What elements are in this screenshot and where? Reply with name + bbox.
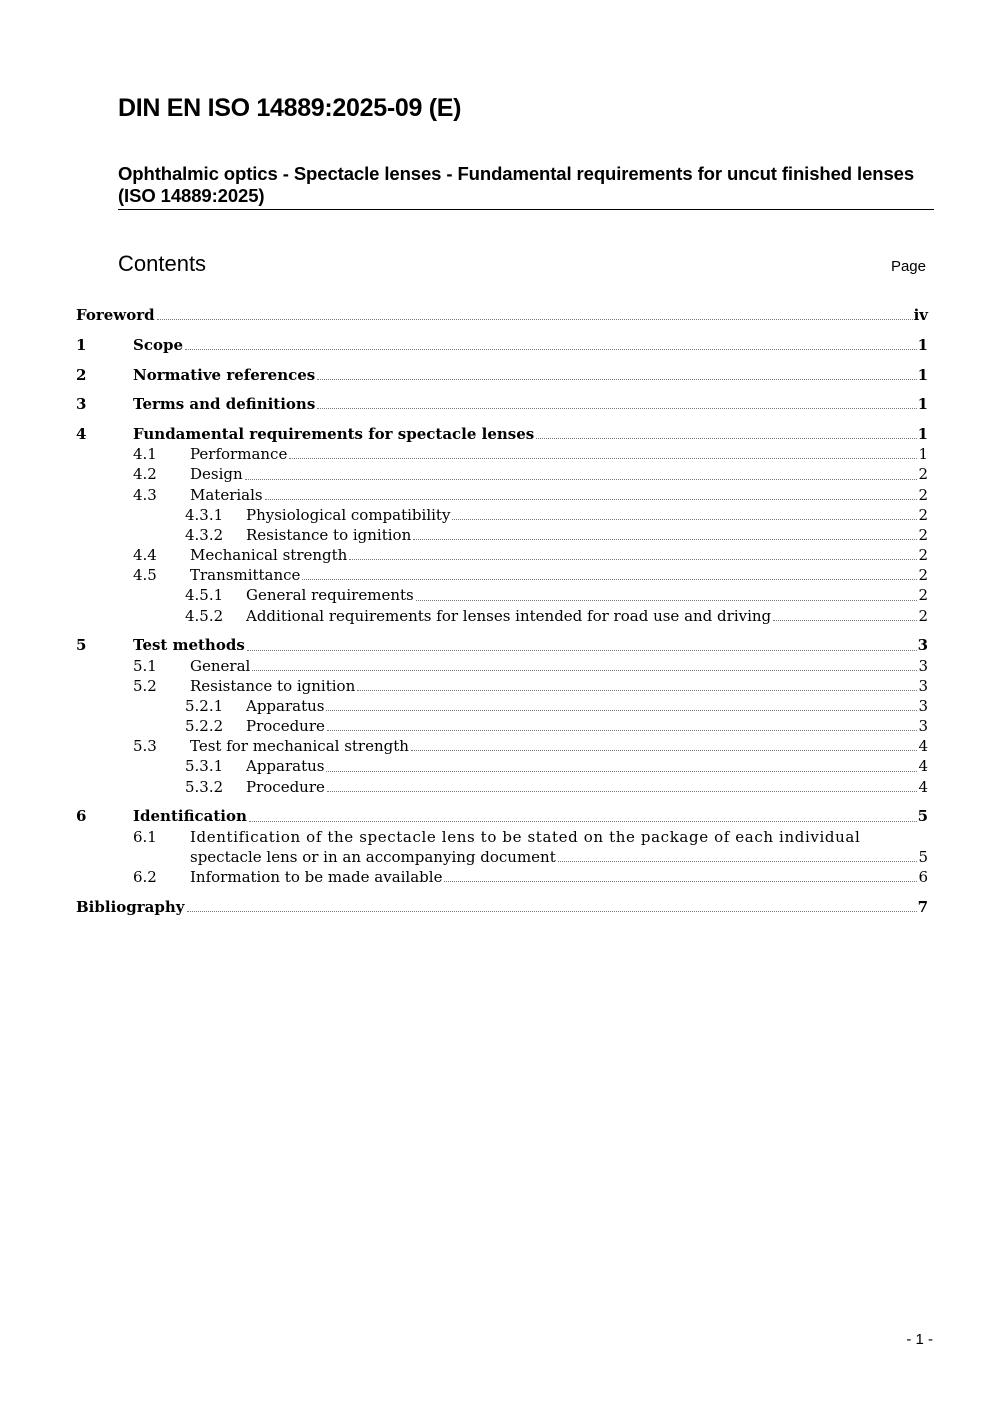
toc-page: 5 [918, 847, 928, 866]
standard-id-heading: DIN EN ISO 14889:2025-09 (E) [118, 94, 462, 122]
toc-entry-5[interactable] [76, 635, 928, 655]
page-column-label: Page [890, 258, 926, 275]
toc-leader-dots [317, 407, 916, 409]
toc-leader-dots [558, 860, 918, 862]
toc-number: 3 [76, 395, 87, 414]
toc-label: General [190, 656, 251, 675]
toc-entry-4-3-1[interactable] [76, 505, 928, 525]
toc-label: Bibliography [76, 897, 185, 916]
toc-entry-4[interactable] [76, 424, 928, 444]
toc-entry-5-2-1[interactable] [76, 696, 928, 716]
toc-label: Foreword [76, 306, 155, 325]
toc-page: 6 [918, 867, 928, 886]
toc-entry-5-3-2[interactable] [76, 777, 928, 797]
toc-entry-6[interactable] [76, 806, 928, 826]
toc-page: 2 [918, 465, 928, 484]
toc-label: Resistance to ignition [246, 525, 412, 544]
toc-label: Apparatus [246, 696, 325, 715]
toc-page: 7 [917, 897, 928, 916]
page-number: - 1 - [906, 1331, 933, 1348]
toc-entry-5-2[interactable] [76, 676, 928, 696]
toc-leader-dots [416, 599, 918, 601]
toc-page: 2 [918, 485, 928, 504]
toc-page: 3 [917, 636, 928, 655]
toc-label: Performance [190, 445, 288, 464]
toc-entry-6-1[interactable] [76, 827, 928, 867]
toc-number: 2 [76, 365, 87, 384]
toc-number: 4.3.2 [185, 525, 224, 544]
toc-entry-4-1[interactable] [76, 444, 928, 464]
toc-page: 2 [918, 505, 928, 524]
toc-label: Apparatus [246, 757, 325, 776]
toc-leader-dots [265, 498, 918, 500]
toc-page: 1 [917, 395, 928, 414]
toc-page: 3 [918, 676, 928, 695]
toc-entry-foreword[interactable] [76, 305, 928, 325]
toc-number: 4.5.1 [185, 586, 224, 605]
toc-leader-dots [327, 729, 918, 731]
document-title: Ophthalmic optics - Spectacle lenses - Fundamental requirements for uncut finished lenses (ISO 14889:2025) [118, 163, 934, 210]
toc-entry-bibliography[interactable] [76, 896, 928, 916]
toc-label: Procedure [246, 777, 325, 796]
toc-entry-5-3-1[interactable] [76, 756, 928, 776]
toc-leader-dots [252, 669, 917, 671]
toc-entry-3[interactable] [76, 394, 928, 414]
toc-number: 6 [76, 807, 87, 826]
toc-leader-dots [357, 689, 917, 691]
toc-label: Mechanical strength [190, 546, 348, 565]
toc-page: 4 [918, 777, 928, 796]
toc-label: Normative references [133, 365, 316, 384]
toc-number: 5.3.2 [185, 777, 224, 796]
toc-leader-dots [773, 619, 917, 621]
toc-leader-dots [349, 558, 917, 560]
toc-label: Test for mechanical strength [190, 737, 409, 756]
toc-label: Scope [133, 335, 184, 354]
toc-leader-dots [247, 649, 917, 651]
toc-number: 4.4 [133, 546, 157, 565]
toc-label: Procedure [246, 717, 325, 736]
toc-leader-dots [157, 318, 913, 320]
toc-number: 5.2 [133, 676, 157, 695]
toc-page: 2 [918, 566, 928, 585]
toc-label: Test methods [133, 636, 245, 655]
contents-heading: Contents [118, 251, 207, 276]
toc-number: 4.3.1 [185, 505, 224, 524]
toc-entry-4-2[interactable] [76, 464, 928, 484]
table-of-contents [76, 305, 928, 917]
toc-leader-dots [187, 910, 917, 912]
toc-entry-2[interactable] [76, 364, 928, 384]
toc-page: 1 [917, 335, 928, 354]
toc-entry-4-5-2[interactable] [76, 606, 928, 626]
toc-page: 3 [918, 717, 928, 736]
toc-entry-4-3-2[interactable] [76, 525, 928, 545]
toc-label: Materials [190, 485, 263, 504]
toc-label: Terms and definitions [133, 395, 316, 414]
toc-number: 5.3.1 [185, 757, 224, 776]
toc-leader-dots [452, 518, 917, 520]
toc-leader-dots [326, 770, 917, 772]
toc-page: 2 [918, 546, 928, 565]
toc-page: 2 [918, 525, 928, 544]
toc-label: Transmittance [190, 566, 301, 585]
toc-leader-dots [289, 457, 917, 459]
toc-page: 2 [918, 586, 928, 605]
toc-number: 5 [76, 636, 87, 655]
toc-label: Additional requirements for lenses intended for road use and driving [246, 606, 772, 625]
toc-entry-1[interactable] [76, 335, 928, 355]
toc-label: Design [190, 465, 243, 484]
toc-number: 4 [76, 424, 87, 443]
toc-page: 3 [918, 656, 928, 675]
toc-label: Physiological compatibility [246, 505, 451, 524]
toc-leader-dots [444, 880, 917, 882]
toc-page: 5 [917, 807, 928, 826]
toc-page: iv [913, 306, 928, 325]
toc-leader-dots [327, 790, 918, 792]
toc-label: Identification [133, 807, 247, 826]
toc-number: 4.5 [133, 566, 157, 585]
toc-number: 4.2 [133, 465, 157, 484]
toc-leader-dots [249, 820, 917, 822]
toc-page: 1 [917, 424, 928, 443]
toc-number: 6.1 [133, 827, 157, 846]
toc-number: 5.2.2 [185, 717, 224, 736]
toc-leader-dots [185, 348, 917, 350]
toc-number: 4.1 [133, 445, 157, 464]
toc-page: 3 [918, 696, 928, 715]
toc-label: Resistance to ignition [190, 676, 356, 695]
toc-leader-dots [302, 578, 917, 580]
toc-number: 4.3 [133, 485, 157, 504]
toc-entry-4-5-1[interactable] [76, 585, 928, 605]
toc-entry-5-1[interactable] [76, 656, 928, 676]
toc-number: 5.3 [133, 737, 157, 756]
toc-page: 4 [918, 757, 928, 776]
toc-label-continued: spectacle lens or in an accompanying document [190, 847, 556, 866]
toc-entry-4-4[interactable] [76, 545, 928, 565]
toc-leader-dots [326, 709, 917, 711]
toc-leader-dots [411, 749, 918, 751]
toc-label: Identification of the spectacle lens to be stated on the package of each individual [190, 827, 861, 846]
toc-entry-4-5[interactable] [76, 565, 928, 585]
toc-entry-4-3[interactable] [76, 485, 928, 505]
toc-leader-dots [536, 437, 916, 439]
toc-number: 1 [76, 335, 87, 354]
toc-page: 2 [918, 606, 928, 625]
toc-number: 6.2 [133, 867, 157, 886]
toc-page: 1 [917, 365, 928, 384]
toc-entry-5-3[interactable] [76, 736, 928, 756]
toc-entry-5-2-2[interactable] [76, 716, 928, 736]
toc-entry-6-2[interactable] [76, 867, 928, 887]
toc-leader-dots [317, 378, 916, 380]
toc-leader-dots [245, 478, 918, 480]
toc-label: General requirements [246, 586, 414, 605]
toc-page: 1 [918, 445, 928, 464]
toc-number: 5.1 [133, 656, 157, 675]
toc-label: Information to be made available [190, 867, 443, 886]
toc-number: 5.2.1 [185, 696, 224, 715]
toc-leader-dots [413, 538, 917, 540]
toc-page: 4 [918, 737, 928, 756]
toc-label: Fundamental requirements for spectacle lenses [133, 424, 535, 443]
toc-number: 4.5.2 [185, 606, 224, 625]
